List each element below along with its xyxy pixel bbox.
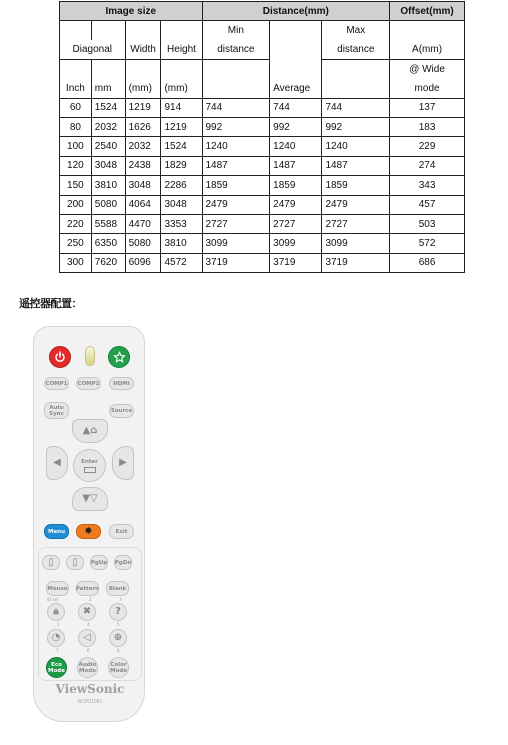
timer-icon: ◔ — [51, 632, 61, 643]
table-cell: 3353 — [161, 214, 202, 233]
number-2-label: 2 — [89, 597, 92, 602]
left-keystone-button[interactable] — [46, 446, 68, 480]
header-width: Width — [125, 40, 161, 59]
id-set-label: ID set — [47, 597, 59, 602]
table-cell: 1219 — [125, 98, 161, 117]
table-row — [60, 253, 465, 272]
table-cell: 1240 — [202, 137, 270, 156]
pgdn-button[interactable]: PgDn — [114, 555, 132, 570]
projection-distance-table — [59, 1, 465, 273]
table-cell: 183 — [390, 117, 465, 136]
table-cell: 1487 — [202, 156, 270, 175]
mouse-button[interactable]: Mouse — [46, 581, 69, 596]
power-icon — [54, 351, 66, 363]
header-max-bottom: distance — [322, 40, 390, 59]
table-cell: 4572 — [161, 253, 202, 272]
table-cell: 120 — [60, 156, 92, 175]
table-cell: 3099 — [202, 234, 270, 253]
header-diagonal: Diagonal — [60, 40, 126, 59]
table-cell: 200 — [60, 195, 92, 214]
brand-logo: ViewSonic — [55, 682, 125, 696]
table-cell: 80 — [60, 117, 92, 136]
table-cell: 1859 — [322, 176, 390, 195]
auto-sync-label-1: Auto — [49, 404, 64, 411]
table-row — [60, 214, 465, 233]
audio-label-1: Audio — [78, 661, 97, 668]
table-cell: 3810 — [91, 176, 125, 195]
header-max-top: Max — [322, 21, 390, 40]
laser-icon: ✸ — [84, 525, 93, 537]
table-cell: 686 — [390, 253, 465, 272]
table-cell: 1859 — [270, 176, 322, 195]
table-cell: 457 — [390, 195, 465, 214]
auto-sync-label-2: Sync — [49, 410, 64, 417]
table-cell: 2438 — [125, 156, 161, 175]
pgup-button[interactable]: PgUp — [90, 555, 108, 570]
table-cell: 4470 — [125, 214, 161, 233]
enter-icon — [84, 467, 96, 473]
menu-button[interactable]: Menu — [44, 524, 69, 539]
mouse-left-icon: ▯ — [48, 556, 54, 568]
right-keystone-button[interactable] — [112, 446, 134, 480]
number-7-label: 7 — [56, 648, 59, 653]
table-cell: 7620 — [91, 253, 125, 272]
eco-label-1: Eco — [51, 661, 62, 668]
table-cell: 4064 — [125, 195, 161, 214]
table-cell: 503 — [390, 214, 465, 233]
number-6-label: 6 — [87, 648, 90, 653]
table-cell: 1626 — [125, 117, 161, 136]
table-cell: 1487 — [322, 156, 390, 175]
table-row — [60, 176, 465, 195]
status-led — [85, 346, 95, 366]
table-cell: 150 — [60, 176, 92, 195]
laser-button[interactable] — [76, 524, 101, 539]
number-1-label: 1 — [57, 622, 60, 627]
table-cell: 300 — [60, 253, 92, 272]
header-min-bottom: distance — [202, 40, 270, 59]
comp1-button[interactable]: COMP1 — [44, 377, 69, 390]
header-image-size: Image size — [60, 2, 203, 21]
section-label: 遥控器配置： — [19, 297, 82, 310]
source-button[interactable]: Source — [109, 404, 134, 418]
table-row — [60, 156, 465, 175]
enter-label: Enter — [81, 458, 98, 465]
header-inch: Inch — [60, 79, 92, 98]
zoom-button[interactable] — [109, 629, 127, 647]
table-cell: 2727 — [202, 214, 270, 233]
table-cell: 3719 — [270, 253, 322, 272]
table-cell: 3048 — [161, 195, 202, 214]
star-icon — [113, 351, 126, 364]
header-height: Height — [161, 40, 202, 59]
number-4-label: 4 — [87, 622, 90, 627]
color-label-1: Color — [110, 661, 127, 668]
model-number: RCP01081 — [77, 699, 103, 705]
table-cell: 3810 — [161, 234, 202, 253]
header-average: Average — [270, 79, 322, 98]
table-subheader-row-3 — [60, 59, 465, 78]
table-cell: 250 — [60, 234, 92, 253]
table-cell: 1859 — [202, 176, 270, 195]
header-offset: Offset(mm) — [390, 2, 465, 21]
lock-button[interactable] — [47, 603, 65, 621]
table-cell: 5080 — [125, 234, 161, 253]
table-cell: 744 — [270, 98, 322, 117]
mouse-right-icon: ▯ — [72, 556, 78, 568]
lock-icon: 🔒︎ — [53, 606, 59, 617]
color-mode-button[interactable] — [108, 657, 129, 678]
table-cell: 1524 — [91, 98, 125, 117]
table-cell: 914 — [161, 98, 202, 117]
table-subheader-row-1 — [60, 21, 465, 40]
header-wide-top: @ Wide — [390, 59, 465, 78]
header-wide-bottom: mode — [390, 79, 465, 98]
table-subheader-row-2 — [60, 40, 465, 59]
table-cell: 2479 — [322, 195, 390, 214]
table-cell: 2479 — [270, 195, 322, 214]
table-cell: 229 — [390, 137, 465, 156]
power-button[interactable] — [49, 346, 71, 368]
table-row — [60, 195, 465, 214]
blank-button[interactable]: Blank — [106, 581, 129, 596]
header-a-mm: A(mm) — [390, 40, 465, 59]
table-cell: 1240 — [322, 137, 390, 156]
table-header-row — [60, 2, 465, 21]
table-cell: 2032 — [91, 117, 125, 136]
table-cell: 5080 — [91, 195, 125, 214]
table-body — [60, 98, 465, 273]
help-icon: ? — [115, 606, 121, 617]
table-cell: 992 — [202, 117, 270, 136]
table-cell: 3719 — [322, 253, 390, 272]
mute-button[interactable] — [78, 603, 96, 621]
pattern-button[interactable]: Pattern — [76, 581, 99, 596]
table-cell: 2286 — [161, 176, 202, 195]
volume-icon: ◁ — [83, 632, 91, 643]
table-cell: 3048 — [125, 176, 161, 195]
header-height-unit: (mm) — [161, 79, 202, 98]
enter-button[interactable] — [73, 449, 106, 482]
header-distance: Distance(mm) — [202, 2, 390, 21]
table-cell: 137 — [390, 98, 465, 117]
left-keystone-icon: ◀ — [53, 457, 61, 468]
table-cell: 992 — [270, 117, 322, 136]
table-cell: 992 — [322, 117, 390, 136]
table-cell: 2479 — [202, 195, 270, 214]
down-keystone-icon: ▼▽ — [82, 493, 98, 504]
table-cell: 60 — [60, 98, 92, 117]
header-min-top: Min — [202, 21, 270, 40]
down-keystone-button[interactable] — [72, 487, 108, 511]
up-keystone-icon: ▲⌂ — [82, 425, 98, 436]
comp2-button[interactable]: COMP2 — [76, 377, 101, 390]
table-cell: 5588 — [91, 214, 125, 233]
eco-mode-button[interactable] — [46, 657, 67, 678]
timer-button[interactable] — [47, 629, 65, 647]
table-row — [60, 98, 465, 117]
table-subheader-row-4 — [60, 79, 465, 98]
exit-button[interactable]: Exit — [109, 524, 134, 539]
zoom-icon: ⊕ — [113, 632, 123, 643]
header-mm: mm — [91, 79, 125, 98]
audio-label-2: Mode — [79, 667, 96, 674]
number-5-label: 5 — [117, 622, 120, 627]
table-cell: 2032 — [125, 137, 161, 156]
eco-label-2: Mode — [48, 667, 65, 674]
number-8-label: 8 — [117, 648, 120, 653]
table-cell: 2727 — [322, 214, 390, 233]
table-row — [60, 137, 465, 156]
audio-mode-button[interactable] — [77, 657, 98, 678]
table-cell: 572 — [390, 234, 465, 253]
table-cell: 1524 — [161, 137, 202, 156]
right-keystone-icon: ▶ — [119, 457, 127, 468]
help-button[interactable] — [109, 603, 127, 621]
table-cell: 3719 — [202, 253, 270, 272]
table-cell: 1487 — [270, 156, 322, 175]
auto-sync-button[interactable] — [44, 402, 69, 419]
table-cell: 220 — [60, 214, 92, 233]
mouse-right-button[interactable] — [66, 555, 84, 570]
color-label-2: Mode — [110, 667, 127, 674]
up-keystone-button[interactable] — [72, 419, 108, 443]
table-cell: 744 — [202, 98, 270, 117]
table-cell: 2727 — [270, 214, 322, 233]
table-cell: 6096 — [125, 253, 161, 272]
table-cell: 343 — [390, 176, 465, 195]
remote-control — [33, 326, 145, 722]
table-cell: 1219 — [161, 117, 202, 136]
table-cell: 274 — [390, 156, 465, 175]
table-cell: 1829 — [161, 156, 202, 175]
table-cell: 2540 — [91, 137, 125, 156]
table-row — [60, 234, 465, 253]
my-button-star[interactable] — [108, 346, 130, 368]
table-row — [60, 117, 465, 136]
table-cell: 100 — [60, 137, 92, 156]
table-cell: 1240 — [270, 137, 322, 156]
table-cell: 3099 — [322, 234, 390, 253]
table-cell: 3048 — [91, 156, 125, 175]
table-cell: 744 — [322, 98, 390, 117]
table-cell: 3099 — [270, 234, 322, 253]
mute-icon: ✖ — [82, 606, 92, 617]
table-cell: 6350 — [91, 234, 125, 253]
mouse-left-button[interactable] — [42, 555, 60, 570]
number-3-label: 3 — [119, 597, 122, 602]
volume-button[interactable] — [78, 629, 96, 647]
hdmi-button[interactable]: HDMI — [109, 377, 134, 390]
header-width-unit: (mm) — [125, 79, 161, 98]
